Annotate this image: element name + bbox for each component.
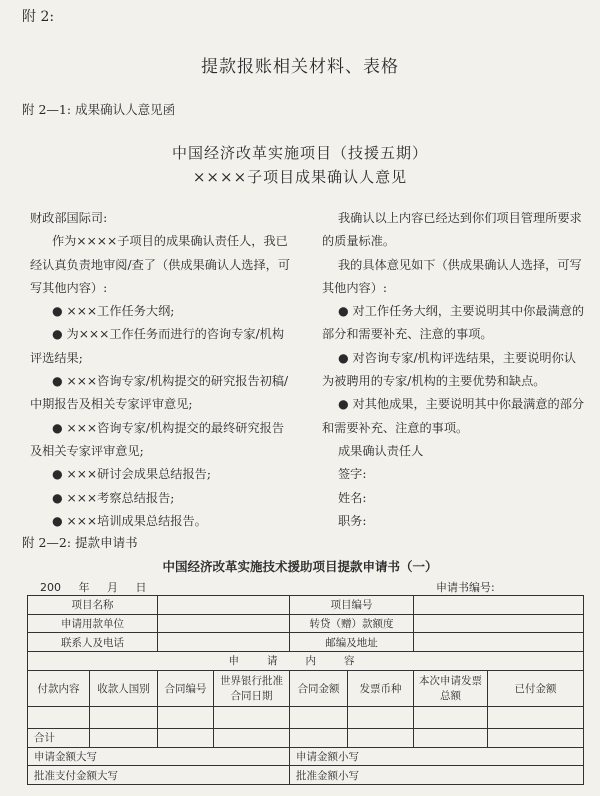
paragraph-line: 的质量标准。 <box>322 234 396 249</box>
project-number-cell[interactable] <box>414 596 584 615</box>
loan-amount-label: 转贷（赠）款额度 <box>290 614 414 633</box>
bullet-item: ● 为×××工作任务而进行的咨询专家/机构 <box>52 327 285 342</box>
request-number-label: 申请书编号: <box>436 581 495 594</box>
total-label: 合计 <box>28 728 90 747</box>
bullet-item: ● ×××咨询专家/机构提交的研究报告初稿/ <box>52 374 289 389</box>
paragraph-line: 其他内容）: <box>322 280 388 295</box>
bullet-item: ● ×××研讨会成果总结报告; <box>52 467 211 482</box>
table-cell[interactable] <box>214 706 290 728</box>
header-paid-amount: 已付金额 <box>488 670 584 706</box>
table-cell[interactable] <box>90 728 158 747</box>
paragraph-line: 部分和需要补充、注意的事项。 <box>322 327 493 342</box>
right-column <box>322 207 584 533</box>
intro-line: 作为××××子项目的成果确认责任人，我已 <box>52 234 288 249</box>
signoff-label: 成果确认责任人 <box>338 443 424 458</box>
table-cell[interactable] <box>158 728 214 747</box>
table-cell[interactable] <box>348 706 414 728</box>
name-label: 姓名: <box>338 490 367 505</box>
header-payee-country: 收款人国别 <box>90 670 158 706</box>
applicant-unit-label: 申请用款单位 <box>28 614 158 633</box>
table-cell[interactable] <box>214 728 290 747</box>
paragraph-line: 为被聘用的专家/机构的主要优势和缺点。 <box>322 374 546 389</box>
form-date: 200 年 月 日 <box>40 581 147 594</box>
header-invoice-currency: 发票币种 <box>348 670 414 706</box>
table-cell[interactable] <box>290 706 348 728</box>
table-cell[interactable] <box>90 706 158 728</box>
page-title: 提款报账相关材料、表格 <box>201 57 399 77</box>
contact-cell[interactable] <box>158 633 290 652</box>
content-header: 申请内容 <box>28 651 584 670</box>
amount-upper-label: 申请金额大写 <box>28 747 290 766</box>
paragraph-line: 我的具体意见如下（供成果确认人选择，可写 <box>338 257 582 272</box>
bullet-item: ● ×××考察总结报告; <box>52 490 175 505</box>
project-number-label: 项目编号 <box>290 596 414 615</box>
header-payment-content: 付款内容 <box>28 670 90 706</box>
table-cell[interactable] <box>158 706 214 728</box>
project-name-cell[interactable] <box>158 596 290 615</box>
table-cell[interactable] <box>28 706 90 728</box>
contact-label: 联系人及电话 <box>28 633 158 652</box>
paragraph-line: ● 对工作任务大纲，主要说明其中你最满意的 <box>338 304 585 319</box>
addressee: 财政部国际司: <box>30 211 108 225</box>
approved-upper-label: 批准支付金额大写 <box>28 766 290 785</box>
amount-lower-label: 申请金额小写 <box>290 747 584 766</box>
left-column <box>30 207 302 533</box>
paragraph-line: ● 对其他成果，主要说明其中你最满意的部分 <box>338 397 585 412</box>
header-contract-amount: 合同金额 <box>290 670 348 706</box>
paragraph-line: 我确认以上内容已经达到你们项目管理所要求 <box>338 211 582 225</box>
applicant-unit-cell[interactable] <box>158 614 290 633</box>
approved-lower-label: 批准金额小写 <box>290 766 584 785</box>
header-invoice-total: 本次申请发票总额 <box>414 670 488 706</box>
position-label: 职务: <box>338 513 367 528</box>
bullet-item: ● ×××咨询专家/机构提交的最终研究报告 <box>52 420 285 435</box>
table-cell[interactable] <box>348 728 414 747</box>
header-contract-no: 合同编号 <box>158 670 214 706</box>
withdrawal-application-form <box>27 595 584 785</box>
intro-line: 写其他内容）: <box>30 280 108 295</box>
loan-amount-cell[interactable] <box>414 614 584 633</box>
project-title-line-2: ××××子项目成果确认人意见 <box>192 168 408 186</box>
table-cell[interactable] <box>488 706 584 728</box>
project-name-label: 项目名称 <box>28 596 158 615</box>
section-1-heading: 附 2—1: 成果确认人意见函 <box>22 102 176 117</box>
paragraph-line: ● 对咨询专家/机构评选结果，主要说明你认 <box>338 350 576 365</box>
table-cell[interactable] <box>290 728 348 747</box>
bullet-continuation: 中期报告及相关专家评审意见; <box>30 397 193 412</box>
appendix-label: 附 2: <box>22 9 55 25</box>
project-title-line-1: 中国经济改革实施项目（技援五期） <box>171 144 428 162</box>
table-cell[interactable] <box>488 728 584 747</box>
bullet-item: ● ×××工作任务大纲; <box>52 304 175 319</box>
intro-line: 经认真负责地审阅/查了（供成果确认人选择，可 <box>30 257 291 272</box>
paragraph-line: 和需要补充、注意的事项。 <box>322 420 469 435</box>
form-title: 中国经济改革实施技术援助项目提款申请书（一） <box>162 559 438 574</box>
postal-address-label: 邮编及地址 <box>290 633 414 652</box>
table-cell[interactable] <box>414 728 488 747</box>
bullet-continuation: 评选结果; <box>30 350 83 365</box>
section-2-heading: 附 2—2: 提款申请书 <box>22 535 138 550</box>
bullet-item: ● ×××培训成果总结报告。 <box>52 513 207 528</box>
bullet-continuation: 及相关专家评审意见; <box>30 443 144 458</box>
postal-address-cell[interactable] <box>414 633 584 652</box>
table-cell[interactable] <box>414 706 488 728</box>
signature-label: 签字: <box>338 467 367 482</box>
header-wb-approval-date: 世界银行批准合同日期 <box>214 670 290 706</box>
